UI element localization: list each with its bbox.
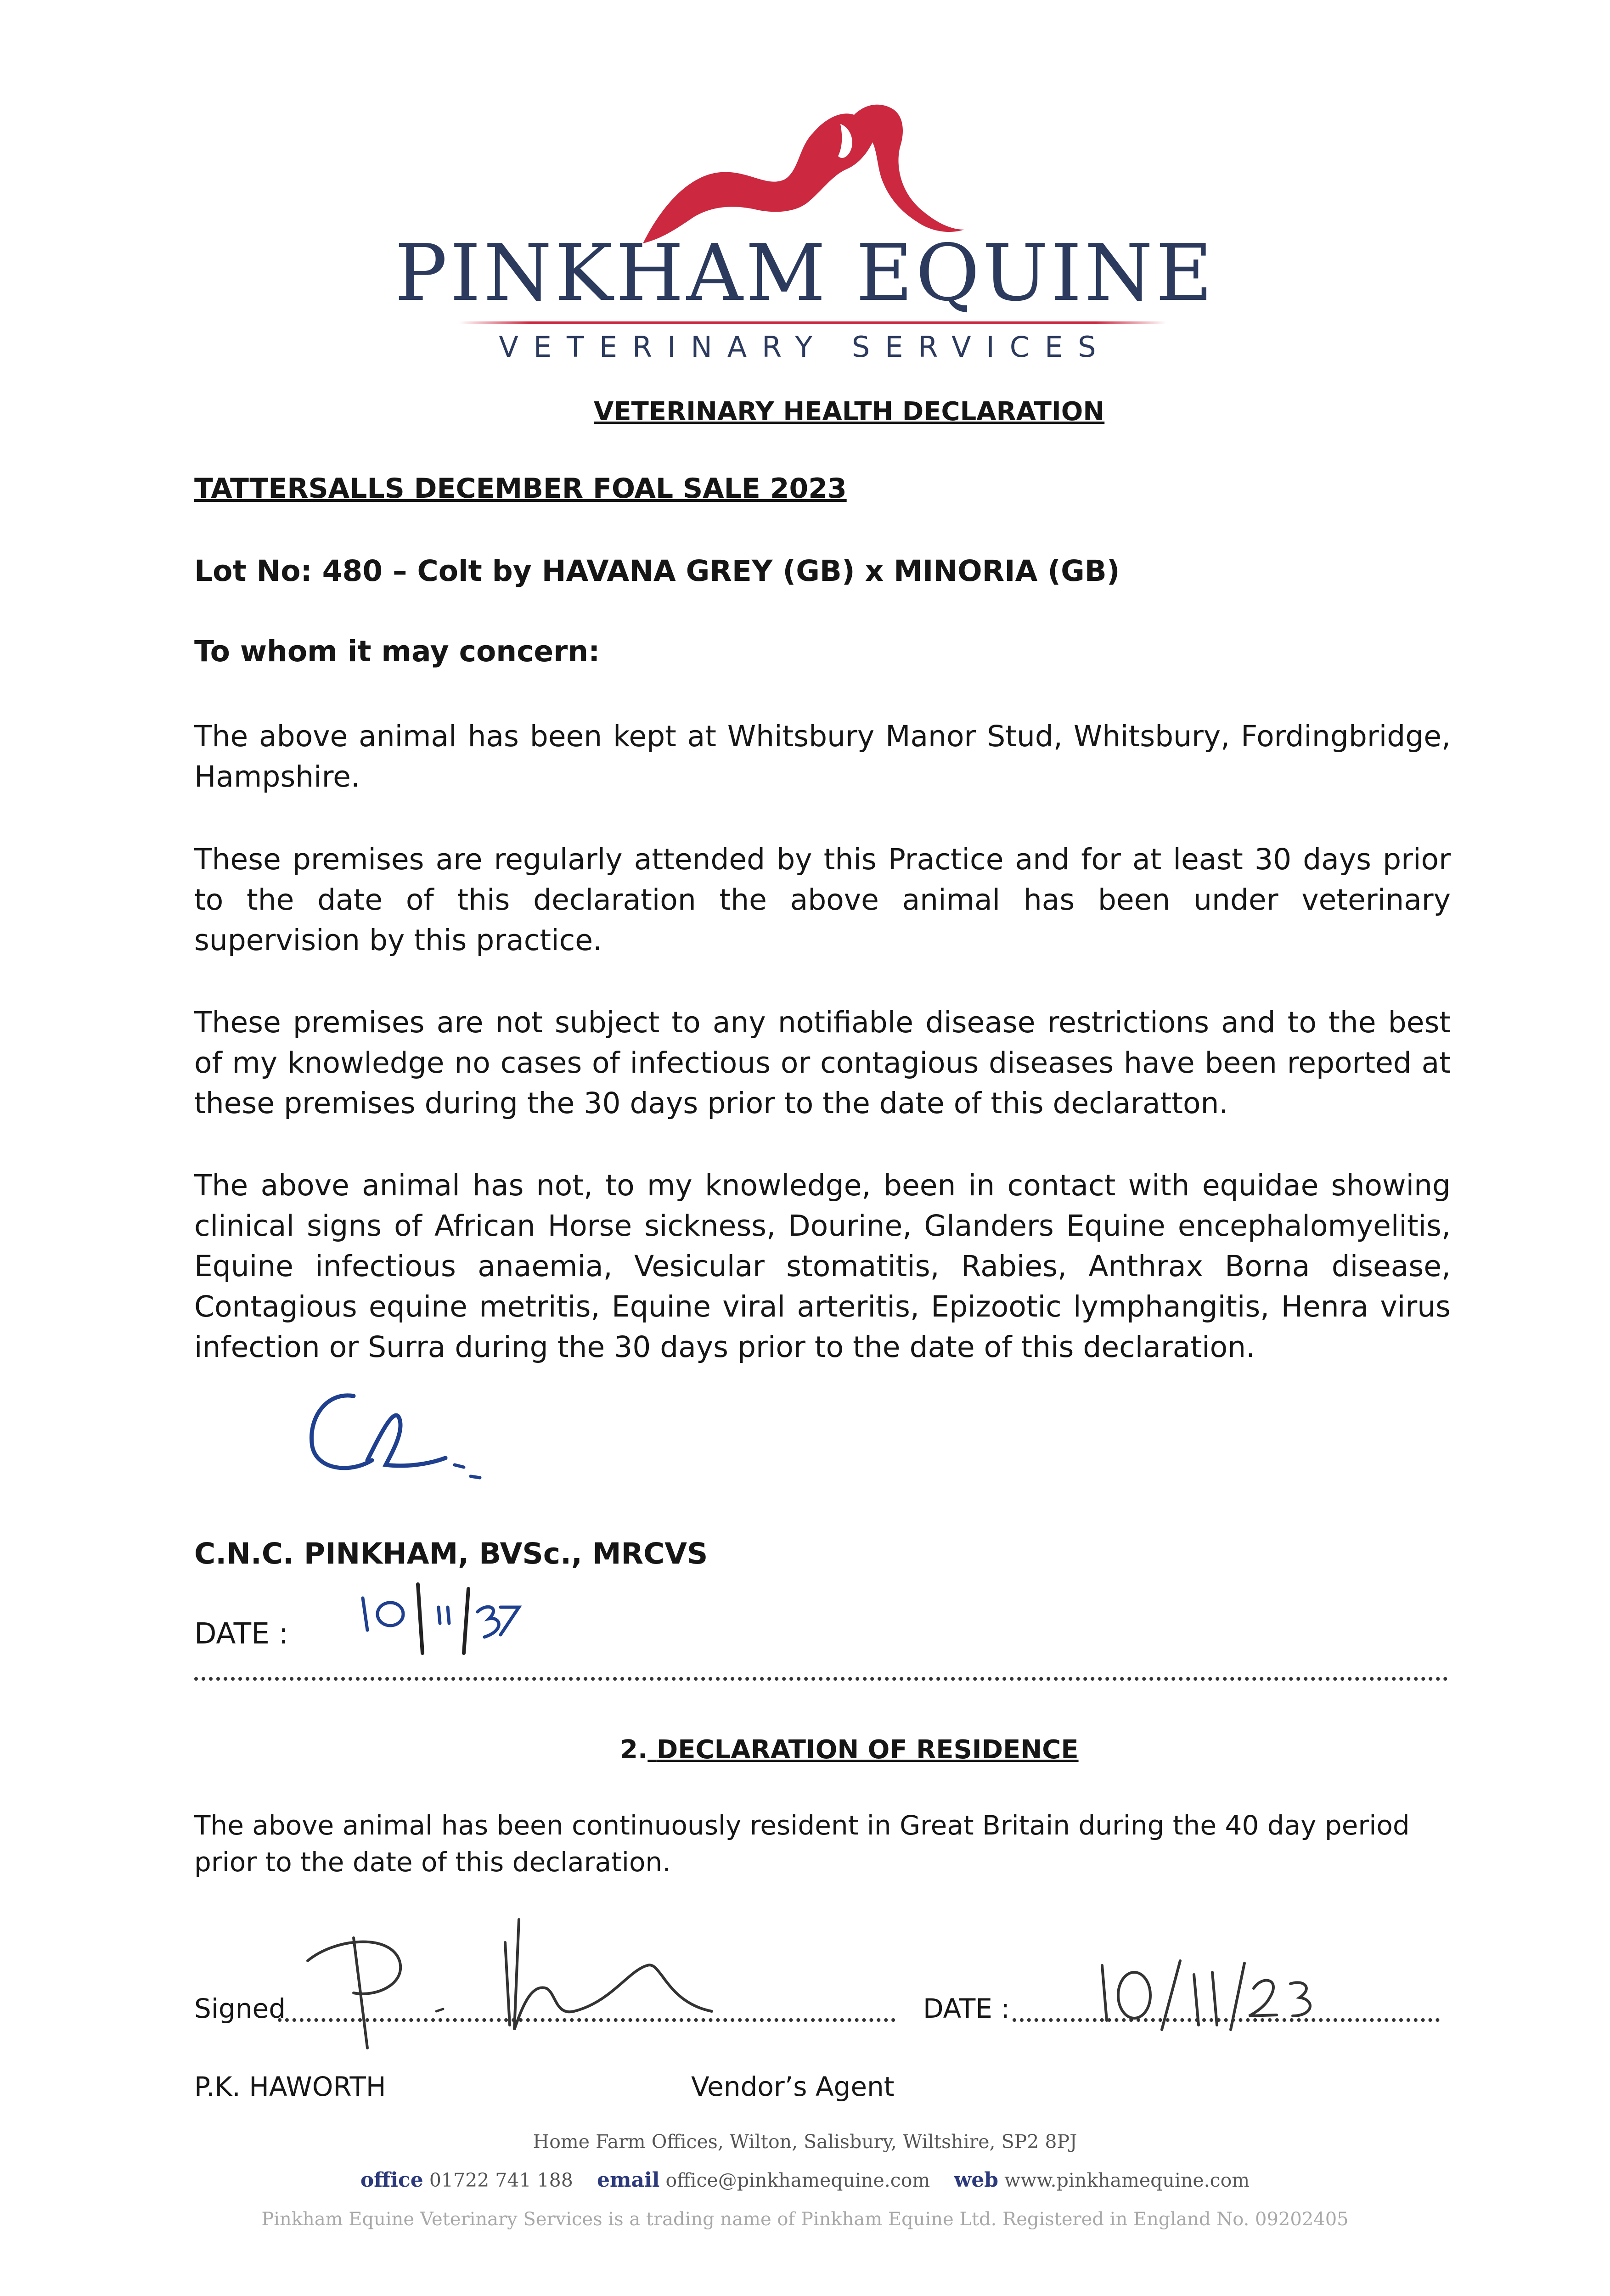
section-separator: [194, 1677, 1448, 1681]
footer-email-value[interactable]: office@pinkhamequine.com: [665, 2169, 930, 2191]
signatory-role: Vendor’s Agent: [691, 2071, 895, 2102]
residence-heading-text: DECLARATION OF RESIDENCE: [656, 1735, 1079, 1765]
signed-label: Signed: [194, 1993, 286, 2024]
footer-office-label: office: [360, 2168, 423, 2192]
vet-signature: [298, 1378, 510, 1497]
agent-date-handwritten: [1088, 1956, 1327, 2034]
agent-date-label: DATE :: [923, 1993, 1010, 2024]
footer-office-value: 01722 741 188: [429, 2169, 573, 2191]
residence-text: The above animal has been continuously resident in Great Britain during the 40 day period prior to the date of this declaration.: [194, 1810, 1410, 1878]
footer-contact: [0, 2168, 1610, 2192]
signatory-name: P.K. HAWORTH: [194, 2071, 386, 2102]
agent-signature: [298, 1910, 850, 2066]
lot-line: Lot No: 480 – Colt by HAVANA GREY (GB) x MINORIA (GB): [194, 554, 1120, 588]
paragraph-premises: The above animal has been kept at Whitsbury Manor Stud, Whitsbury, Fordingbridge, Hampshire.: [194, 720, 1451, 793]
brand-name: PINKHAM EQUINE: [394, 228, 1216, 319]
vet-date-label: DATE :: [194, 1617, 289, 1650]
paragraph-supervision: These premises are regularly attended by this Practice and for at least 30 days prior to the date of this declaration the above animal has been under veterinary supervision by this practice.: [194, 843, 1451, 957]
residence-heading: [620, 1734, 1079, 1766]
paragraph-disease-restrictions: These premises are not subject to any notifiable disease restrictions and to the best of my knowledge no cases of infectious or contagious diseases have been reported at these premises during the 30 days prior to the date of this declaratton.: [194, 1006, 1451, 1120]
salutation: To whom it may concern:: [194, 635, 600, 668]
footer-address: Home Farm Offices, Wilton, Salisbury, Wiltshire, SP2 8PJ: [533, 2131, 1077, 2153]
paragraph-equidae-contact: The above animal has not, to my knowledge, been in contact with equidae showing clinical signs of African Horse sickness, Dourine, Glanders Equine encephalomyelitis, Equine infectious anaemia, Vesicular stomatitis, Rabies, Anthrax Borna disease, Contagious equine metritis, Equine viral arteritis, Epizootic lymphangitis, Henra virus infection or Surra during the 30 days prior to the date of this declaration.: [194, 1169, 1451, 1364]
footer-web-label: web: [954, 2168, 999, 2192]
document-title: VETERINARY HEALTH DECLARATION: [594, 397, 1105, 427]
brand-divider: [459, 321, 1166, 324]
footer-web-value[interactable]: www.pinkhamequine.com: [1004, 2169, 1250, 2191]
footer-email-label: email: [597, 2168, 660, 2192]
sale-title: TATTERSALLS DECEMBER FOAL SALE 2023: [194, 473, 847, 505]
vet-date-handwritten: [354, 1580, 546, 1671]
vet-name: C.N.C. PINKHAM, BVSc., MRCVS: [194, 1537, 708, 1570]
residence-heading-number: 2.: [620, 1735, 648, 1765]
brand-subtitle: VETERINARY SERVICES: [499, 330, 1111, 364]
footer-legal: Pinkham Equine Veterinary Services is a trading name of Pinkham Equine Ltd. Registered in England No. 09202405: [261, 2209, 1349, 2230]
